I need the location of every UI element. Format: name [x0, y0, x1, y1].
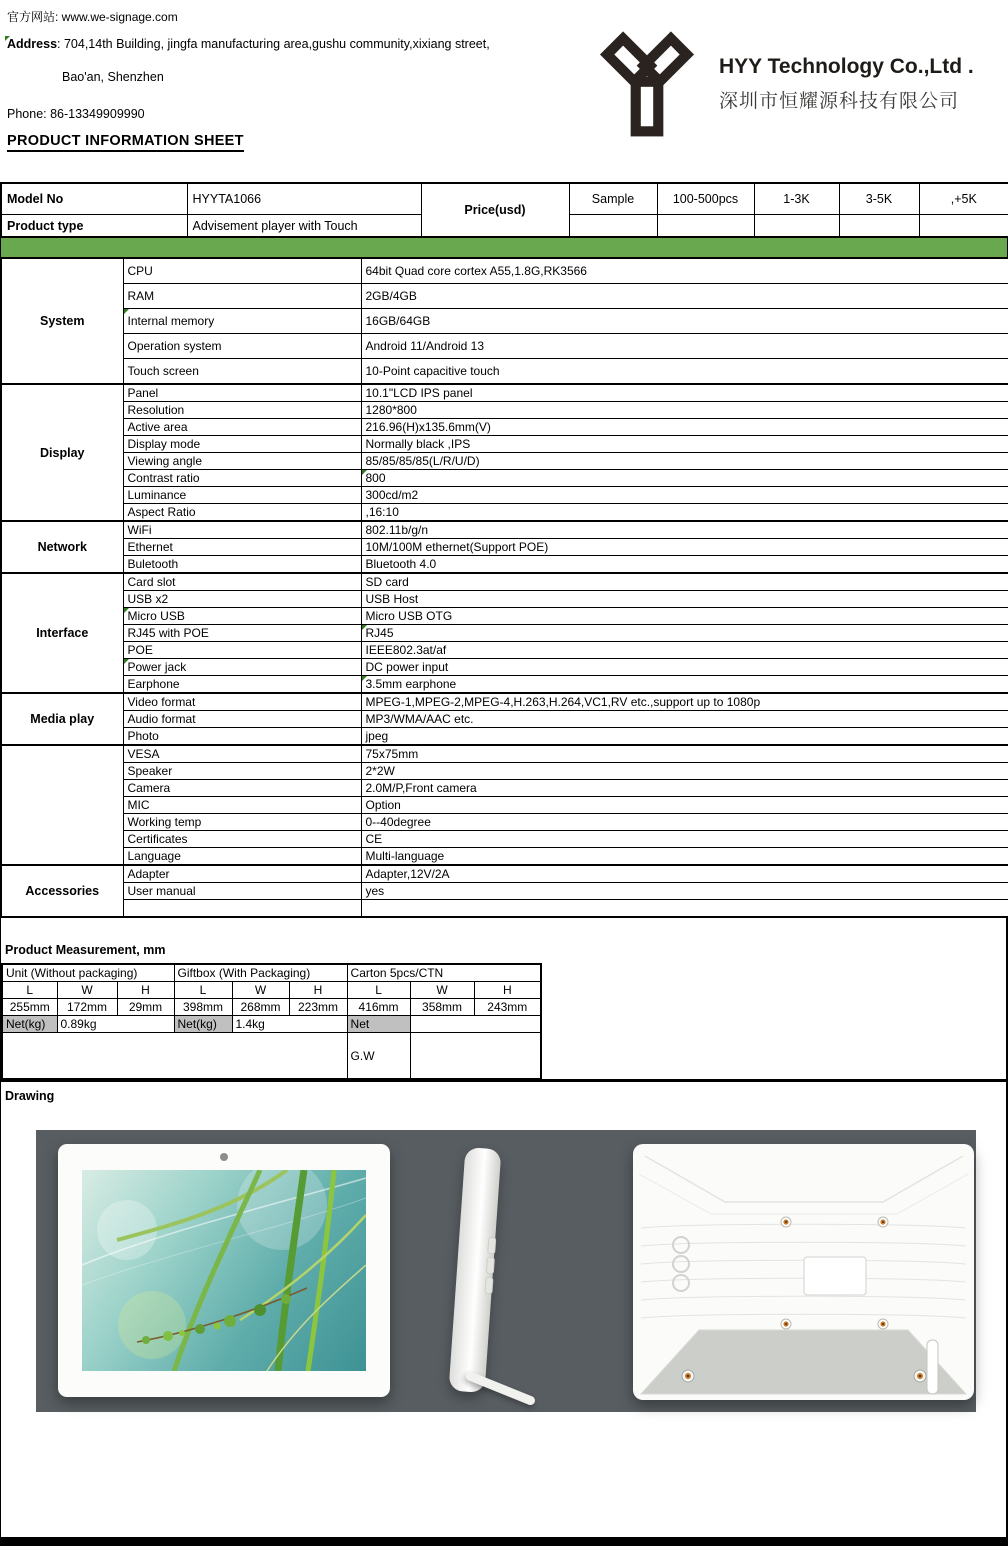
dim-value: 398mm: [174, 999, 232, 1016]
spec-attribute-value: USB Host: [361, 591, 1008, 608]
dim-header: L: [174, 982, 232, 999]
spec-attribute-label: Language: [123, 848, 361, 866]
spec-attribute-label: [123, 900, 361, 918]
spec-attribute-value: Bluetooth 4.0: [361, 556, 1008, 574]
spec-attribute-value: 800: [361, 470, 1008, 487]
spec-attribute-label: Active area: [123, 419, 361, 436]
side-button-icon: [484, 1277, 493, 1295]
dim-value: 223mm: [289, 999, 347, 1016]
spec-attribute-value: 1280*800: [361, 402, 1008, 419]
dim-header: H: [117, 982, 174, 999]
spec-attribute-label: POE: [123, 642, 361, 659]
model-price-table: [0, 182, 1008, 238]
spec-attribute-value: MPEG-1,MPEG-2,MPEG-4,H.263,H.264,VC1,RV etc.,support up to 1080p: [361, 693, 1008, 711]
spec-attribute-label: Certificates: [123, 831, 361, 848]
address-line2: Bao'an, Shenzhen: [62, 70, 164, 84]
dim-value: 255mm: [2, 999, 57, 1016]
spec-attribute-value: 0--40degree: [361, 814, 1008, 831]
dim-value: 172mm: [57, 999, 117, 1016]
spec-attribute-label: Resolution: [123, 402, 361, 419]
spec-attribute-value: 75x75mm: [361, 745, 1008, 763]
spec-table: [0, 257, 1008, 918]
phone-line: Phone: 86-13349909990: [7, 107, 145, 121]
price-cell-empty: [569, 215, 657, 238]
spec-attribute-label: Micro USB: [123, 608, 361, 625]
spec-attribute-label: VESA: [123, 745, 361, 763]
dim-header: H: [474, 982, 541, 999]
measure-group-carton: Carton 5pcs/CTN: [347, 964, 541, 982]
price-tier-1-3k: 1-3K: [754, 183, 839, 215]
net-value: 0.89kg: [57, 1016, 174, 1033]
spec-group-label: [1, 745, 123, 865]
spec-attribute-label: Internal memory: [123, 309, 361, 334]
spec-attribute-label: Ethernet: [123, 539, 361, 556]
gw-value-cell: [410, 1033, 541, 1079]
spec-group-label: Accessories: [1, 865, 123, 917]
spec-attribute-value: 64bit Quad core cortex A55,1.8G,RK3566: [361, 258, 1008, 284]
net-value: 1.4kg: [232, 1016, 347, 1033]
spec-attribute-value: 10-Point capacitive touch: [361, 359, 1008, 385]
company-name-cn: 深圳市恒耀源科技有限公司: [719, 91, 960, 112]
spec-attribute-label: Aspect Ratio: [123, 504, 361, 522]
dim-header: H: [289, 982, 347, 999]
dim-value: 268mm: [232, 999, 289, 1016]
gw-empty-cell: [2, 1033, 347, 1079]
address-label: Address: [7, 37, 58, 51]
spec-attribute-label: Luminance: [123, 487, 361, 504]
measurement-table: [1, 963, 542, 1079]
spec-attribute-value: CE: [361, 831, 1008, 848]
spec-table-body: [1, 258, 1008, 917]
spec-attribute-label: Working temp: [123, 814, 361, 831]
spec-attribute-label: CPU: [123, 258, 361, 284]
spec-attribute-value: 10.1"LCD IPS panel: [361, 384, 1008, 402]
spec-attribute-label: Viewing angle: [123, 453, 361, 470]
tablet-back-view: [633, 1144, 974, 1400]
price-cell-empty: [754, 215, 839, 238]
spec-attribute-value: Normally black ,IPS: [361, 436, 1008, 453]
section-divider: [1, 1079, 1006, 1082]
measurement-title: Product Measurement, mm: [5, 943, 166, 957]
sheet-header: [0, 0, 1008, 182]
spec-attribute-label: USB x2: [123, 591, 361, 608]
price-tier-5k: ,+5K: [919, 183, 1008, 215]
product-type-value: Advisement player with Touch: [187, 215, 421, 238]
spec-group-label: Media play: [1, 693, 123, 745]
spec-attribute-value: IEEE802.3at/af: [361, 642, 1008, 659]
product-type-label: Product type: [1, 215, 187, 238]
spec-attribute-value: ,16:10: [361, 504, 1008, 522]
spec-attribute-value: 802.11b/g/n: [361, 521, 1008, 539]
drawing-panel: [36, 1130, 976, 1412]
spec-attribute-value: 85/85/85/85(L/R/U/D): [361, 453, 1008, 470]
gw-label: G.W: [347, 1033, 410, 1079]
spec-attribute-value: 216.96(H)x135.6mm(V): [361, 419, 1008, 436]
spec-attribute-value: 16GB/64GB: [361, 309, 1008, 334]
spec-attribute-value: DC power input: [361, 659, 1008, 676]
spec-attribute-label: Operation system: [123, 334, 361, 359]
dim-header: W: [410, 982, 474, 999]
drawing-title: Drawing: [5, 1089, 55, 1103]
spec-attribute-value: 2.0M/P,Front camera: [361, 780, 1008, 797]
spec-attribute-value: Android 11/Android 13: [361, 334, 1008, 359]
spec-group-label: Display: [1, 384, 123, 521]
spec-attribute-label: RJ45 with POE: [123, 625, 361, 642]
spec-attribute-label: Adapter: [123, 865, 361, 883]
model-no-label: Model No: [1, 183, 187, 215]
spec-attribute-value: SD card: [361, 573, 1008, 591]
spec-attribute-value: Adapter,12V/2A: [361, 865, 1008, 883]
spec-attribute-label: Buletooth: [123, 556, 361, 574]
spec-attribute-value: yes: [361, 883, 1008, 900]
address-text: : 704,14th Building, jingfa manufacturing area,gushu community,xixiang street,: [57, 37, 490, 51]
spec-attribute-value: RJ45: [361, 625, 1008, 642]
spec-attribute-value: jpeg: [361, 728, 1008, 746]
net-label: Net(kg): [174, 1016, 232, 1033]
dim-value: 29mm: [117, 999, 174, 1016]
spec-attribute-label: Panel: [123, 384, 361, 402]
spec-attribute-label: Contrast ratio: [123, 470, 361, 487]
price-cell-empty: [919, 215, 1008, 238]
spec-attribute-label: Earphone: [123, 676, 361, 694]
address-line: [7, 37, 490, 51]
spec-attribute-label: Display mode: [123, 436, 361, 453]
price-cell-empty: [839, 215, 919, 238]
net-value: [410, 1016, 541, 1033]
price-tier-3-5k: 3-5K: [839, 183, 919, 215]
page-title: PRODUCT INFORMATION SHEET: [7, 133, 244, 152]
spec-attribute-label: Audio format: [123, 711, 361, 728]
spec-attribute-value: Option: [361, 797, 1008, 814]
spec-attribute-value: 3.5mm earphone: [361, 676, 1008, 694]
dim-value: 358mm: [410, 999, 474, 1016]
spec-group-label: Network: [1, 521, 123, 573]
dim-header: L: [347, 982, 410, 999]
price-tier-sample: Sample: [569, 183, 657, 215]
spec-attribute-value: 2GB/4GB: [361, 284, 1008, 309]
lower-section: [0, 918, 1008, 1543]
measure-group-giftbox: Giftbox (With Packaging): [174, 964, 347, 982]
spec-attribute-label: Power jack: [123, 659, 361, 676]
green-separator-bar: [0, 238, 1008, 257]
spec-attribute-value: Micro USB OTG: [361, 608, 1008, 625]
company-name-block: [719, 55, 974, 113]
spec-attribute-value: 10M/100M ethernet(Support POE): [361, 539, 1008, 556]
stand-slot-icon: [927, 1340, 938, 1394]
spec-attribute-value: 2*2W: [361, 763, 1008, 780]
side-button-icon: [486, 1257, 495, 1275]
official-website: 官方网站: www.we-signage.com: [7, 10, 178, 24]
model-no-value: HYYTA1066: [187, 183, 421, 215]
spec-attribute-label: Touch screen: [123, 359, 361, 385]
nature-wallpaper-image: [82, 1170, 366, 1371]
hyy-y-logo-icon: [583, 22, 711, 146]
dim-header: W: [57, 982, 117, 999]
spec-attribute-label: Camera: [123, 780, 361, 797]
spec-attribute-label: User manual: [123, 883, 361, 900]
company-logo: [583, 22, 974, 146]
tablet-back-detail: [633, 1144, 974, 1400]
price-tier-100-500: 100-500pcs: [657, 183, 754, 215]
spec-attribute-label: Photo: [123, 728, 361, 746]
side-button-icon: [487, 1237, 496, 1255]
spec-attribute-value: MP3/WMA/AAC etc.: [361, 711, 1008, 728]
tablet-front-view: [58, 1144, 390, 1397]
port-circles-icon: [673, 1237, 689, 1291]
spec-attribute-label: RAM: [123, 284, 361, 309]
price-label: Price(usd): [421, 183, 569, 237]
spec-attribute-label: Speaker: [123, 763, 361, 780]
net-label: Net: [347, 1016, 410, 1033]
dim-value: 243mm: [474, 999, 541, 1016]
net-label: Net(kg): [2, 1016, 57, 1033]
measure-group-unit: Unit (Without packaging): [2, 964, 174, 982]
dim-header: L: [2, 982, 57, 999]
dim-value: 416mm: [347, 999, 410, 1016]
dim-header: W: [232, 982, 289, 999]
spec-group-label: Interface: [1, 573, 123, 693]
bottom-black-bar: [0, 1537, 1008, 1546]
spec-attribute-value: [361, 900, 1008, 918]
tablet-side-view: [449, 1147, 502, 1393]
spec-attribute-label: WiFi: [123, 521, 361, 539]
price-cell-empty: [657, 215, 754, 238]
spec-attribute-value: 300cd/m2: [361, 487, 1008, 504]
company-name-en: HYY Technology Co.,Ltd .: [719, 55, 974, 78]
spec-group-label: System: [1, 258, 123, 384]
camera-dot-icon: [220, 1153, 228, 1161]
spec-attribute-label: Video format: [123, 693, 361, 711]
spec-attribute-label: Card slot: [123, 573, 361, 591]
spec-attribute-value: Multi-language: [361, 848, 1008, 866]
tablet-screen-image: [82, 1170, 366, 1371]
spec-attribute-label: MIC: [123, 797, 361, 814]
